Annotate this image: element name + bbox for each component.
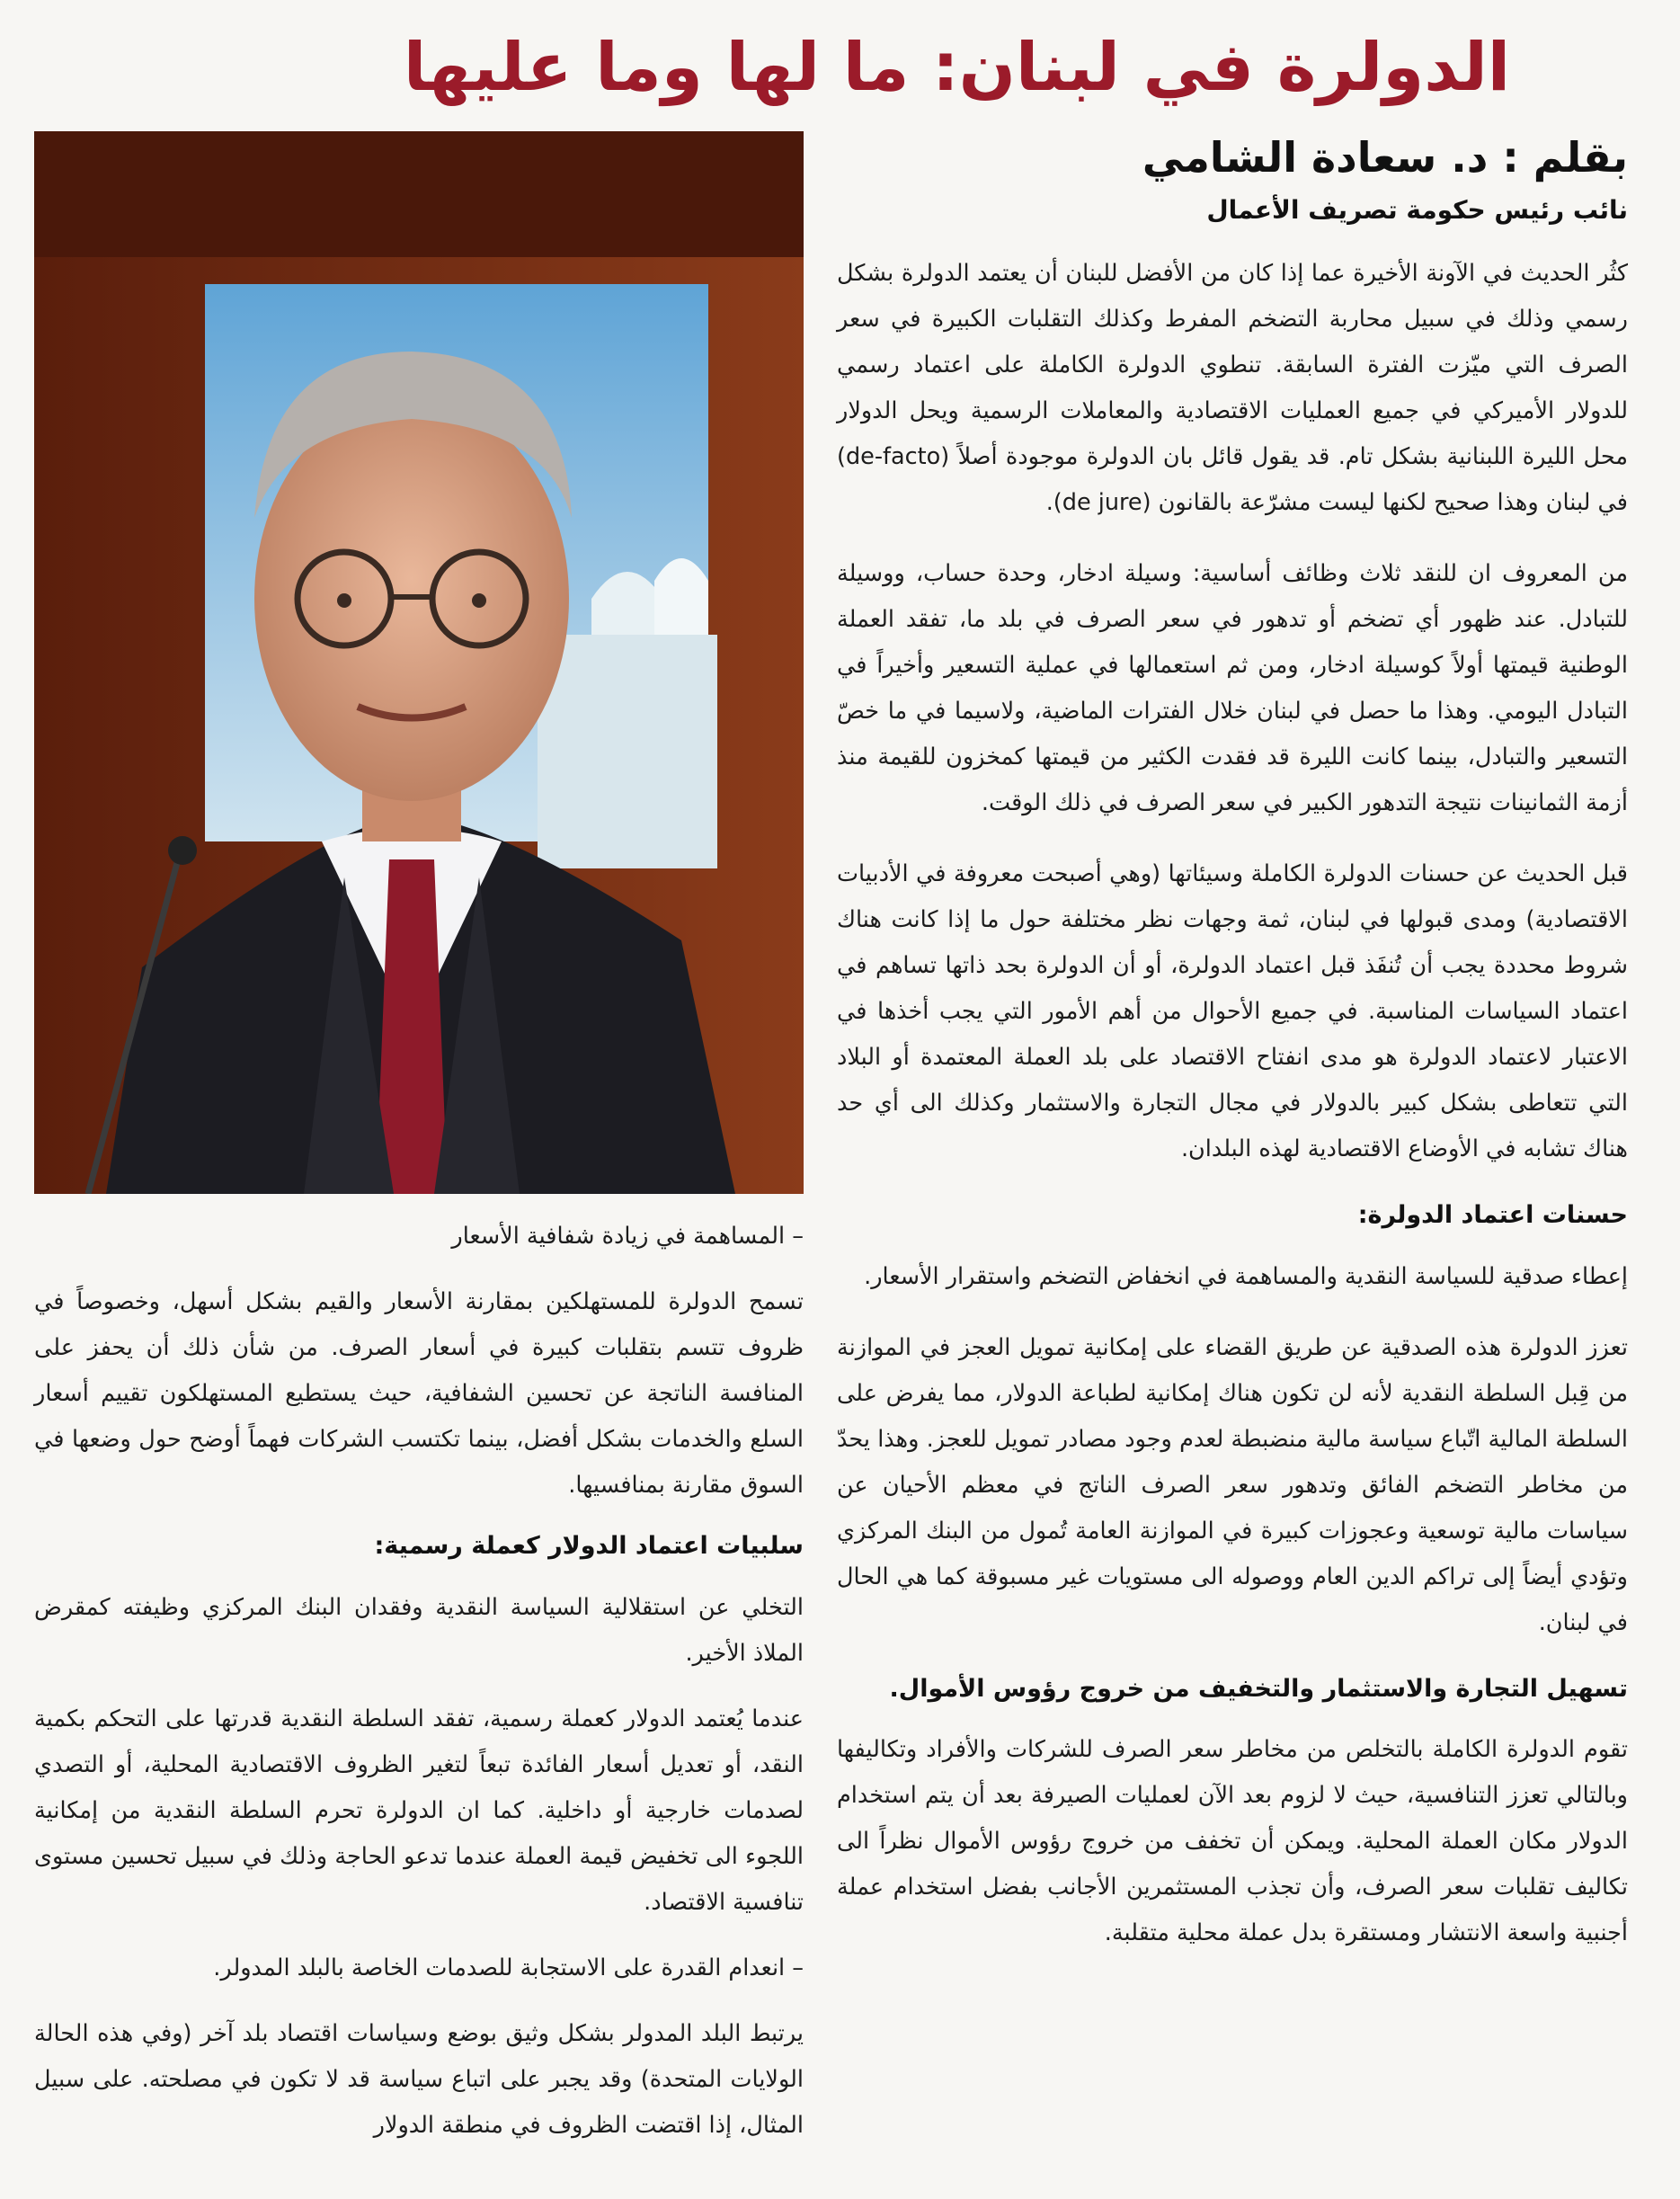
subhead-advantages: حسنات اعتماد الدولرة: (1357, 1201, 1628, 1230)
paragraph-intro: كثُر الحديث في الآونة الأخيرة عما إذا كان من الأفضل للبنان أن يعتمد الدولرة بشكل رسمي وذلك في سبيل محاربة التضخم المفرط وكذلك التقلبات الكبيرة في سعر الصرف التي ميّزت الفترة السابقة. تنطوي الدولرة الكاملة على اعتماد رسمي للدولار الأميركي في جميع العمليات الاقتصادية والمعاملات الرسمية ويحل الدولار محل الليرة اللبنانية بشكل تام. قد يقول قائل بان الدولرة موجودة أصلاً (de-facto) في لبنان وهذا صحيح لكنها ليست مشرّعة بالقانون (de jure). (837, 260, 1628, 517)
subhead-disadvantages: سلبيات اعتماد الدولار كعملة رسمية: (374, 1532, 804, 1560)
paragraph-dollarized-country: يرتبط البلد المدولر بشكل وثيق بوضع وسياسات اقتصاد بلد آخر (وفي هذه الحالة الولايات المتحدة) وقد يجبر على اتباع سياسة قد لا تكون في مصلحته. على سبيل المثال، إذا اقتضت الظروف في منطقة الدولار (34, 2019, 804, 2139)
paragraph-preconditions: قبل الحديث عن حسنات الدولرة الكاملة وسيئاتها (وهي أصبحت معروفة في الأدبيات الاقتصادية) ومدى قبولها في لبنان، ثمة وجهات نظر مختلفة حول ما إذا كانت هناك شروط محددة يجب أن تُنفَذ قبل اعتماد الدولرة، أو أن الدولرة بحد ذاتها تساهم في اعتماد السياسات المناسبة. في جميع الأحوال من أهم الأمور التي يجب أخذها في الاعتبار لاعتماد الدولرة هو مدى انفتاح الاقتصاد على بلد العملة المعتمدة أو البلاد التي تتعاطى بشكل كبير بالدولار في مجال التجارة والاستثمار وكذلك الى أي حد هناك تشابه في الأوضاع الاقتصادية لهذه البلدان. (837, 860, 1628, 1163)
paragraph-price-transparency: تسمح الدولرة للمستهلكين بمقارنة الأسعار والقيم بشكل أسهل، وخصوصاً في ظروف تتسم بتقلبات كبيرة في أسعار الصرف. من شأن ذلك أن يحفز على المنافسة الناتجة عن تحسين الشفافية، حيث يستطيع المستهلكون تقييم أسعار السلع والخدمات بشكل أفضل، بينما تكتسب الشركات فهماً أوضح حول وضعها في السوق مقارنة بمنافسيها. (34, 1288, 804, 1499)
article-headline: الدولرة في لبنان: ما لها وما عليها (403, 29, 1511, 106)
paragraph-credibility: إعطاء صدقية للسياسة النقدية والمساهمة في انخفاض التضخم واستقرار الأسعار. (864, 1262, 1628, 1290)
portrait-photo-illustration (34, 131, 804, 1194)
paragraph-monetary-independence-detail: عندما يُعتمد الدولار كعملة رسمية، تفقد السلطة النقدية قدرتها على التحكم بكمية النقد، أو تعديل أسعار الفائدة تبعاً لتغير الظروف الاقتصادية المحلية، أو التصدي لصدمات خارجية أو داخلية. كما ان الدولرة تحرم السلطة النقدية من إمكانية اللجوء الى تخفيض قيمة العملة عندما تدعو الحاجة وذلك في سبيل تحسين مستوى تنافسية الاقتصاد. (34, 1705, 804, 1916)
author-byline: بقلم : د. سعادة الشامي (1142, 133, 1628, 182)
portrait-photo (34, 131, 804, 1194)
paragraph-shock-response: – انعدام القدرة على الاستجابة للصدمات الخاصة بالبلد المدولر. (213, 1954, 804, 1981)
left-column (34, 1196, 804, 2168)
paragraph-credibility-detail: تعزز الدولرة هذه الصدقية عن طريق القضاء على إمكانية تمويل العجز في الموازنة من قِبل السلطة النقدية لأنه لن تكون هناك إمكانية لطباعة الدولار، مما يفرض على السلطة المالية اتّباع سياسة مالية منضبطة لعدم وجود مصادر تمويل للعجز. وهذا يحدّ من مخاطر التضخم الفائق وتدهور سعر الصرف الناتج في معظم الأحيان عن سياسات مالية توسعية وعجوزات كبيرة في الموازنة العامة تُمول من البنك المركزي وتؤدي أيضاً إلى تراكم الدين العام ووصوله الى مستويات غير مسبوقة كما هي الحال في لبنان. (837, 1333, 1628, 1636)
paragraph-money-functions: من المعروف ان للنقد ثلاث وظائف أساسية: وسيلة ادخار، وحدة حساب، ووسيلة للتبادل. عند ظهور أي تضخم أو تدهور في سعر الصرف في بلد ما، تفقد العملة الوطنية قيمتها أولاً كوسيلة ادخار، ومن ثم استعمالها في عملية التسعير وأخيراً في التبادل اليومي. وهذا ما حصل في لبنان خلال الفترات الماضية، ولاسيما في ما خصّ التسعير والتبادل، بينما كانت الليرة قد فقدت الكثير من قيمتها كمخزون للقيمة منذ أزمة الثمانينات نتيجة التدهور الكبير في سعر الصرف في ذلك الوقت. (837, 560, 1628, 817)
paragraph-monetary-independence: التخلي عن استقلالية السياسة النقدية وفقدان البنك المركزي وظيفته كمقرض الملاذ الأخير. (34, 1593, 804, 1667)
author-role: نائب رئيس حكومة تصريف الأعمال (1206, 195, 1628, 226)
right-column (837, 126, 1628, 1981)
subhead-trade-investment: تسهيل التجارة والاستثمار والتخفيف من خروج رؤوس الأموال. (889, 1674, 1628, 1703)
paragraph-trade-investment: تقوم الدولرة الكاملة بالتخلص من مخاطر سعر الصرف للشركات والأفراد وتكاليفها وبالتالي تعزز التنافسية، حيث لا لزوم بعد الآن لعمليات الصيرفة بعد أن يتم استخدام الدولار مكان العملة المحلية. ويمكن أن تخفف من خروج رؤوس الأموال نظراً الى تكاليف تقلبات سعر الصرف، وأن تجذب المستثمرين الأجانب بفضل استخدام عملة أجنبية واسعة الانتشار ومستقرة بدل عملة محلية متقلبة. (837, 1736, 1628, 1947)
price-transparency-point: – المساهمة في زيادة شفافية الأسعار (451, 1223, 804, 1250)
